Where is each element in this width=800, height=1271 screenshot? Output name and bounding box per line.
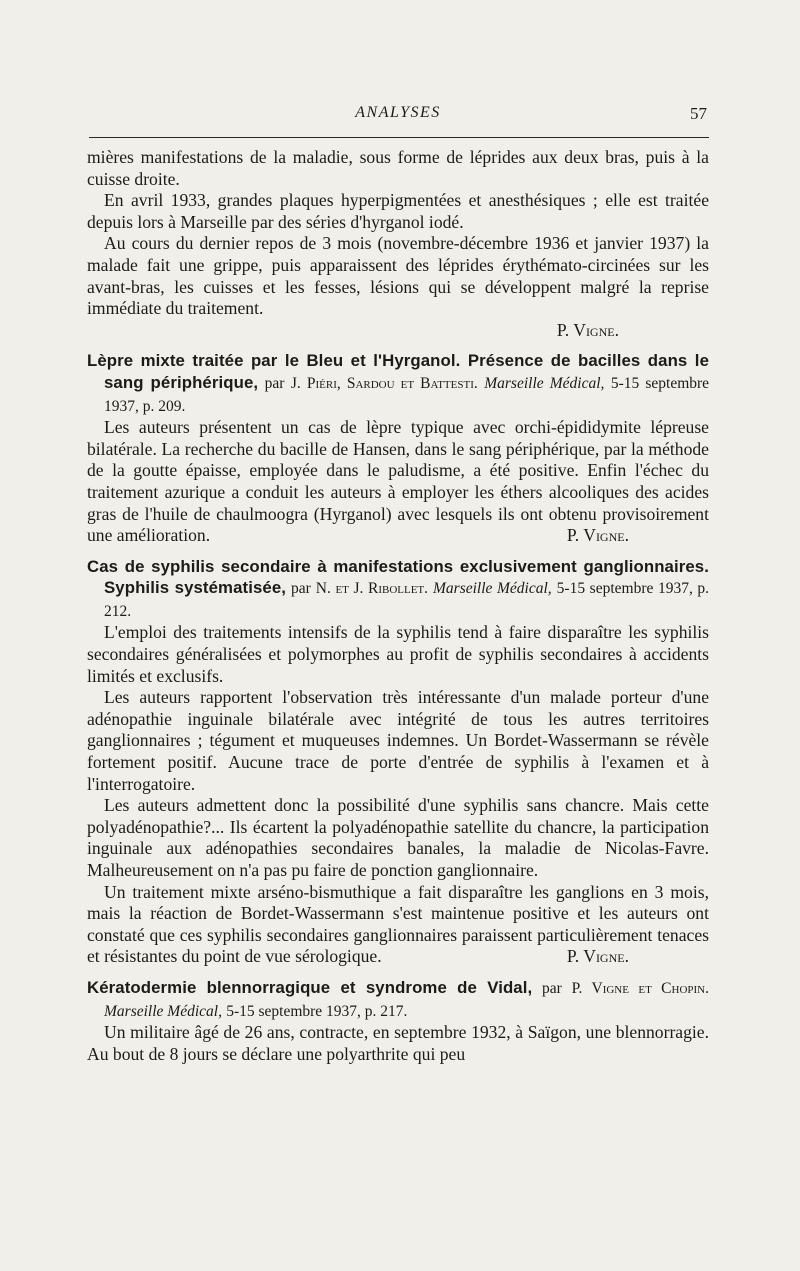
running-head: ANALYSES xyxy=(355,104,441,121)
entry-authors: N. et J. Ribollet. xyxy=(315,580,429,598)
intro-paragraph-2: En avril 1933, grandes plaques hyperpigmentées et anesthésiques ; elle est traitée depuis lors à Marseille par des séries d'hyrganol iodé. xyxy=(87,190,709,232)
page-header xyxy=(87,101,709,127)
entry-paragraph: Un militaire âgé de 26 ans, contracte, en septembre 1932, à Saïgon, une blennorragie. Au bout de 8 jours se déclare une polyarthrite qui peu xyxy=(87,1022,709,1064)
entry-heading xyxy=(87,556,709,623)
review-entry xyxy=(87,350,709,546)
signature: P. Vigne. xyxy=(566,946,629,967)
entry-paragraph: L'emploi des traitements intensifs de la syphilis tend à faire disparaître les syphilis secondaires généralisées et polymorphes au profit de syphilis secondaires à accidents limités et exclusifs. xyxy=(87,622,709,686)
entry-heading xyxy=(87,977,709,1022)
entry-paragraph: Les auteurs rapportent l'observation très intéressante d'un malade porteur d'une adénopathie inguinale bilatérale avec intégrité de tous les autres territoires ganglionnaires ; tégument et muqueuses indemnes. Un Bordet-Wassermann se révèle fortement positif. Aucune trace de porte d'entrée de syphilis à l'examen et à l'interrogatoire. xyxy=(87,687,709,794)
entry-journal: Marseille Médical, xyxy=(433,580,552,598)
entry-authors: P. Vigne et Chopin. xyxy=(571,979,709,997)
entry-paragraph-text: Les auteurs présentent un cas de lèpre typique avec orchi-épididymite lépreuse bilatérale. La recherche du bacille de Hansen, dans le sang périphérique, par la méthode de la goutte épaisse, employée dans le paludisme, a été positive. Enfin l'échec du traitement azurique a conduit les auteurs à employer les éthers alcooliques des acides gras de l'huile de chaulmoogra (Hyrganol) avec lesquels ils ont obtenu provisoirement une amélioration. xyxy=(87,417,709,546)
entry-title: Cas de syphilis secondaire à manifestations exclusivement ganglionnaires. Syphilis systématisée, xyxy=(87,556,709,598)
entry-date: 5-15 septembre 1937, p. 217. xyxy=(226,1002,408,1020)
signature: P. Vigne. xyxy=(566,525,629,546)
entry-title: Kératodermie blennorragique et syndrome de Vidal, xyxy=(87,977,533,997)
entry-title: Lèpre mixte traitée par le Bleu et l'Hyrganol. Présence de bacilles dans le sang périphérique, xyxy=(87,351,709,392)
entry-paragraph xyxy=(87,882,709,968)
entry-authors: J. Piéri, Sardou et Battesti. xyxy=(290,374,478,392)
intro-paragraph-3: Au cours du dernier repos de 3 mois (novembre-décembre 1936 et janvier 1937) la malade fait une grippe, puis apparaissent des léprides érythémato-circinées sur les avant-bras, les cuisses et les fesses, lésions qui se développent malgré la reprise immédiate du traitement. xyxy=(87,233,709,319)
entry-by: par xyxy=(542,979,562,997)
entry-heading xyxy=(87,350,709,417)
review-entry xyxy=(87,556,709,968)
header-rule xyxy=(89,137,709,138)
entry-journal: Marseille Médical, xyxy=(104,1002,222,1020)
entry-date: 5-15 septembre 1937, p. 212. xyxy=(104,580,710,620)
intro-paragraph-1: mières manifestations de la maladie, sous forme de léprides aux deux bras, puis à la cuisse droite. xyxy=(87,147,709,189)
entry-paragraph-text: Un traitement mixte arséno-bismuthique a fait disparaître les ganglions en 3 mois, mais la réaction de Bordet-Wassermann s'est maintenue positive et les auteurs ont constaté que ces syphilis secondaires ganglionnaires paraissent particulièrement tenaces et résistantes du point de vue sérologique. xyxy=(87,881,709,967)
entry-journal: Marseille Médical, xyxy=(484,374,605,392)
entry-date: 5-15 septembre 1937, p. 209. xyxy=(104,374,710,415)
review-entry xyxy=(87,977,709,1065)
page-number: 57 xyxy=(690,104,707,123)
signature: P. Vigne. xyxy=(556,319,619,340)
entry-paragraph xyxy=(87,417,709,547)
entry-by: par xyxy=(264,374,285,392)
entry-by: par xyxy=(291,580,311,598)
entry-paragraph: Les auteurs admettent donc la possibilité d'une syphilis sans chancre. Mais cette polyadénopathie?... Ils écartent la polyadénopathie satellite du chancre, la participation inguinale aux adénopathies secondaires banales, la maladie de Nicolas-Favre. Malheureusement on n'a pas pu faire de ponction ganglionnaire. xyxy=(87,795,709,880)
page-content xyxy=(87,147,709,1065)
